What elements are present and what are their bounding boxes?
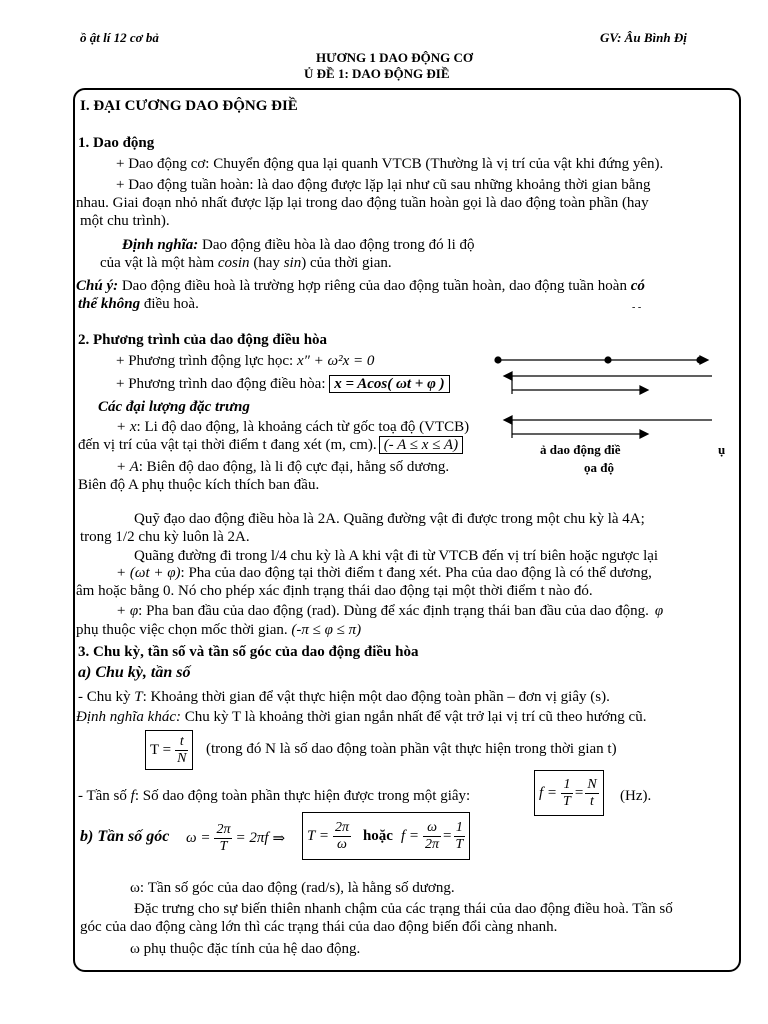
topic-title: Ủ ĐỀ 1: DAO ĐỘNG ĐIỀ <box>304 66 450 81</box>
cosin-term: cosin <box>217 255 250 271</box>
fraction-denominator: T <box>563 793 571 809</box>
t-over-n <box>175 734 188 767</box>
note-label: Chú ý: <box>76 278 119 294</box>
sin-term: sin <box>283 255 302 271</box>
section2-heading: 2. Phương trình của dao động điều hòa <box>78 332 328 348</box>
alt-definition <box>76 708 646 726</box>
fraction-numerator: 1 <box>561 777 573 794</box>
formula-lhs: ω = <box>186 829 211 846</box>
angular-formula-box <box>302 812 470 860</box>
figure-caption: ả dao động điề <box>540 442 621 457</box>
sub-dao-dong: 1. Dao động <box>78 135 155 151</box>
alt-label: Định nghĩa khác: <box>76 709 181 725</box>
text-span: (hay <box>249 255 284 271</box>
left-endpoint <box>495 357 501 363</box>
fraction-denominator: T <box>455 836 464 852</box>
text-span: + Phương trình dao động điều hòa: <box>116 376 330 392</box>
text-span: đến vị trí của vật tại thời điểm t đang xét (m, cm). <box>78 437 377 453</box>
dynamics-equation: x″ + ω²x = 0 <box>296 353 375 369</box>
section1-heading: I. ĐẠI CƯƠNG DAO ĐỘNG ĐIỀ <box>80 98 298 114</box>
phi-range: (-π ≤ φ ≤ π) <box>291 622 362 638</box>
frequency-unit: (Hz). <box>620 788 652 804</box>
two-pi-over-t <box>214 822 232 855</box>
text-span: phụ thuộc việc chọn mốc thời gian. <box>76 622 292 638</box>
dynamics-equation-line <box>116 352 374 370</box>
omega-over-two-pi <box>423 820 441 853</box>
phase-label: + (ωt + φ) <box>116 565 181 581</box>
one-over-t <box>454 820 466 853</box>
fraction-numerator: ω <box>423 820 441 837</box>
formula-mid: = 2πf <box>235 829 269 846</box>
harmonic-equation-box: x = Acos( ωt + φ ) <box>329 375 449 393</box>
text-line: + Dao động tuần hoàn: là dao động được lặp lại như cũ sau những khoảng thời gian bằng <box>116 177 651 193</box>
text-line: trong 1/2 chu kỳ luôn là 2A. <box>80 529 250 545</box>
chapter-title: HƯƠNG 1 DAO ĐỘNG CƠ <box>316 50 473 65</box>
definition-line <box>122 236 475 254</box>
figure-caption-right: ụ <box>718 442 726 457</box>
fraction-numerator: N <box>587 776 597 792</box>
text-line: Quỹ đạo dao động điều hòa là 2A. Quãng đường vật đi được trong một chu kỳ là 4A; <box>134 511 645 527</box>
text-span: - Chu kỳ <box>78 689 135 705</box>
text-line: Quãng đường đi trong l/4 chu kỳ là A khi vật đi từ VTCB đến vị trí biên hoặc ngược lại <box>134 548 659 564</box>
text-span: ) của thời gian. <box>301 255 392 271</box>
initial-phase-definition <box>116 602 663 620</box>
text-line: âm hoặc bằng 0. Nó cho phép xác định trạng thái dao động tại một thời điểm t nào đó. <box>76 583 593 599</box>
text-line: góc của dao động càng lớn thì các trạng thái của dao động biến đổi càng nhanh. <box>80 919 558 935</box>
note-emphasis: thể không <box>78 296 141 312</box>
fraction-numerator: 2π <box>334 819 349 835</box>
sub-angular-frequency: b) Tần số góc <box>80 828 170 845</box>
two-pi-over-omega <box>333 820 351 853</box>
angular-frequency-formula <box>186 818 285 858</box>
text-span: điều hoà. <box>140 296 199 312</box>
phi-symbol: φ <box>654 603 664 619</box>
phase-definition <box>116 564 652 582</box>
note-text: Dao động điều hoà là trường hợp riêng của dao động tuần hoàn, dao động tuần hoàn <box>118 278 631 294</box>
a-definition <box>116 458 449 476</box>
text-span: : Khoảng thời gian để vật thực hiện một dao động toàn phần – đơn vị giây (s). <box>142 689 610 705</box>
x-definition <box>116 418 469 436</box>
x-range-box: (- A ≤ x ≤ A) <box>379 436 463 454</box>
x-label: + x <box>116 419 137 435</box>
formula-lhs: T = <box>150 741 172 758</box>
text-line: Biên độ A phụ thuộc kích thích ban đầu. <box>78 477 320 493</box>
fraction-denominator: N <box>177 750 187 766</box>
fraction-numerator: 1 <box>454 820 466 837</box>
formula-lhs: f = <box>400 827 420 844</box>
or-word: hoặc <box>362 827 393 844</box>
definition-text: Dao động điều hòa là dao động trong đó li độ <box>198 237 475 253</box>
fraction-denominator: 2π <box>425 836 440 852</box>
text-span: Chu kỳ T là khoảng thời gian ngắn nhất để vật trở lại vị trí cũ theo hướng cũ. <box>180 709 647 725</box>
equals-sign: = <box>443 827 452 844</box>
equals-sign: = <box>574 784 584 801</box>
text-line: Đặc trưng cho sự biến thiên nhanh chậm của các trạng thái của dao động điều hoà. Tần số <box>134 901 673 917</box>
f-symbol: f <box>130 788 135 804</box>
text-line: một chu trình). <box>80 213 170 229</box>
frequency-formula-box <box>534 770 604 816</box>
figure-caption-line2: ọa độ <box>584 460 614 475</box>
definition-line2 <box>100 254 392 272</box>
text-span: : Li độ dao động, là khoảng cách từ gốc toạ độ (VTCB) <box>136 419 470 435</box>
header-right: GV: Âu Bình Đị <box>600 30 687 45</box>
header-left: ồ ật lí 12 cơ bả <box>80 30 159 45</box>
fraction-denominator: T <box>219 838 228 854</box>
n-over-t <box>585 777 598 810</box>
sub-period-frequency: a) Chu kỳ, tần số <box>78 664 191 681</box>
fraction-denominator: ω <box>337 836 347 852</box>
text-span: : Pha ban đầu của dao động (rad). Dùng để xác định trạng thái ban đầu của dao động. <box>138 603 649 619</box>
text-span: : Số dao động toàn phần thực hiện được trong một giây: <box>134 788 471 804</box>
center-point <box>605 357 611 363</box>
quantities-heading: Các đại lượng đặc trưng <box>98 399 250 415</box>
one-over-t <box>561 777 573 810</box>
text-span: - Tần số <box>78 788 131 804</box>
text-span: : Biên độ dao động, là li độ cực đại, hằng số dương. <box>138 459 450 475</box>
text-span: + Phương trình động lực học: <box>116 353 297 369</box>
stray-marks: - - <box>632 302 642 313</box>
text-line: ω phụ thuộc đặc tính của hệ dao động. <box>130 941 361 957</box>
implies-arrow: ⇒ <box>272 830 286 847</box>
t-symbol: T <box>134 689 143 705</box>
frequency-definition <box>78 787 470 805</box>
text-line: + Dao động cơ: Chuyển động qua lại quanh VTCB (Thường là vị trí của vật khi đứng yên). <box>116 156 664 172</box>
period-formula-note: (trong đó N là số dao động toàn phần vật thực hiện trong thời gian t) <box>206 741 617 757</box>
fraction-numerator: t <box>175 734 188 751</box>
a-label: + A <box>116 459 139 475</box>
definition-label: Định nghĩa: <box>122 237 199 253</box>
formula-lhs: T = <box>307 827 329 844</box>
section3-heading: 3. Chu kỳ, tần số và tần số góc của dao động điều hòa <box>78 644 419 660</box>
fraction-numerator: 2π <box>216 821 231 837</box>
text-span: của vật là một hàm <box>100 255 218 271</box>
text-span: : Pha của dao động tại thời điểm t đang xét. Pha của dao động là có thể dương, <box>180 565 652 581</box>
note-emphasis: có <box>630 278 645 294</box>
initial-phase-line2 <box>76 621 361 639</box>
text-line: ω: Tần số góc của dao động (rad/s), là hằng số dương. <box>130 880 455 896</box>
period-formula-box <box>145 730 193 770</box>
harmonic-equation-line <box>116 375 450 393</box>
formula-lhs: f = <box>539 784 558 801</box>
x-definition-line2 <box>78 436 463 454</box>
note-line <box>76 277 645 295</box>
note-line2 <box>78 295 199 313</box>
text-line: nhau. Giai đoạn nhỏ nhất được lặp lại trong dao động tuần hoàn gọi là dao động toàn phần (hay <box>76 195 649 211</box>
fraction-denominator: t <box>590 793 594 809</box>
phi-label: + φ <box>116 603 139 619</box>
period-definition <box>78 688 610 706</box>
